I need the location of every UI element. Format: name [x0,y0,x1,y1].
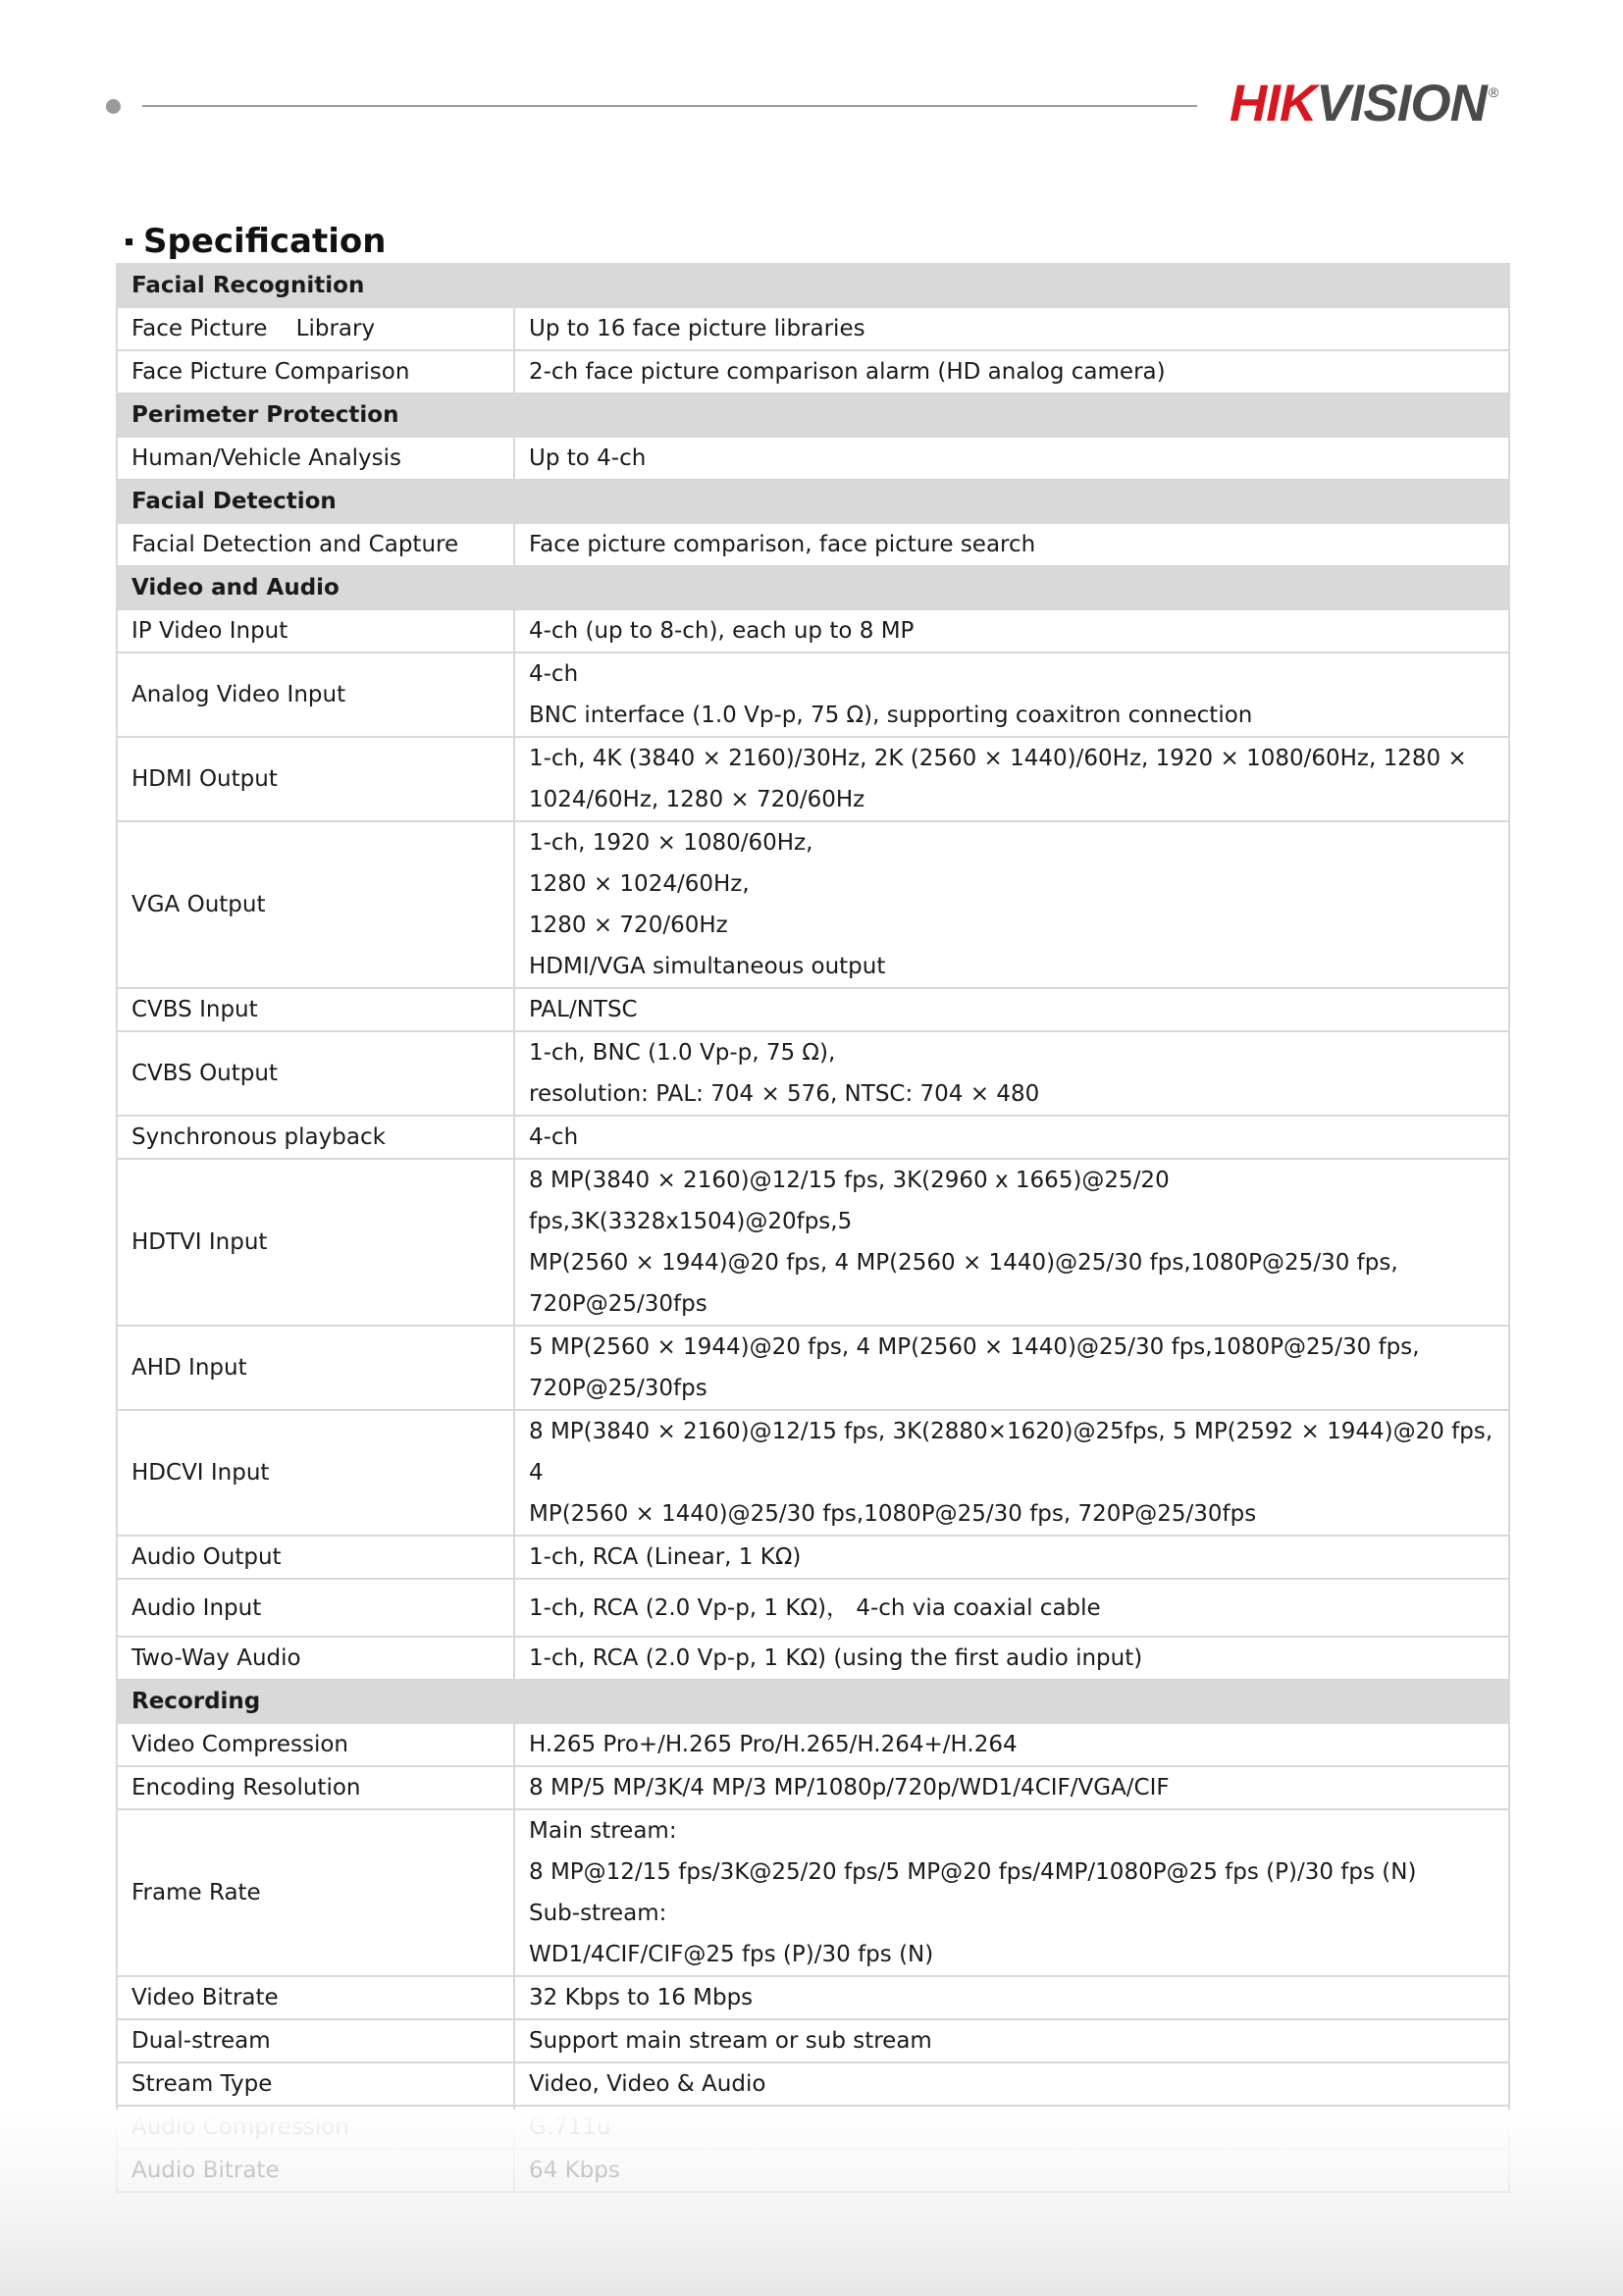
spec-value: H.265 Pro+/H.265 Pro/H.265/H.264+/H.264 [514,1723,1509,1766]
spec-label: Encoding Resolution [117,1766,514,1809]
spec-value-line: resolution: PAL: 704 × 576, NTSC: 704 × 480 [529,1081,1040,1107]
section-heading: Recording [117,1680,1509,1723]
section-heading: Facial Detection [117,480,1509,523]
spec-value-line: BNC interface (1.0 Vp-p, 75 Ω), supporting coaxitron connection [529,703,1253,728]
spec-label: HDCVI Input [117,1410,514,1536]
table-row [117,821,1509,988]
spec-value: 4-ch [514,1116,1509,1159]
spec-value: 32 Kbps to 16 Mbps [514,1976,1509,2019]
table-row [117,1809,1509,1976]
spec-label: Human/Vehicle Analysis [117,437,514,480]
spec-value-line: 1280 × 1024/60Hz, [529,871,750,897]
spec-value-line: 8 MP@12/15 fps/3K@25/20 fps/5 MP@20 fps/4MP/1080P@25 fps (P)/30 fps (N) [529,1859,1417,1885]
spec-value [514,821,1509,988]
spec-label: Frame Rate [117,1809,514,1976]
spec-value: 1-ch, RCA (2.0 Vp-p, 1 KΩ) (using the first audio input) [514,1637,1509,1680]
spec-label: HDMI Output [117,737,514,821]
table-row [117,1410,1509,1536]
spec-label: Video Compression [117,1723,514,1766]
spec-label: Audio Output [117,1536,514,1579]
spec-label: Dual-stream [117,2019,514,2062]
header-rule [142,105,1197,107]
spec-value-line: 1024/60Hz, 1280 × 720/60Hz [529,787,865,812]
spec-value: 4-ch (up to 8-ch), each up to 8 MP [514,609,1509,652]
spec-value: Video, Video & Audio [514,2062,1509,2106]
spec-value: PAL/NTSC [514,988,1509,1031]
table-row [117,2019,1509,2062]
spec-label: IP Video Input [117,609,514,652]
section-row [117,480,1509,523]
spec-label: Audio Input [117,1579,514,1637]
table-row [117,737,1509,821]
spec-value: Up to 16 face picture libraries [514,307,1509,350]
spec-value-line: 8 MP(3840 × 2160)@12/15 fps, 3K(2960 x 1665)@25/20 fps,3K(3328x1504)@20fps,5 [529,1168,1170,1234]
table-row [117,1579,1509,1637]
spec-value-line: WD1/4CIF/CIF@25 fps (P)/30 fps (N) [529,1942,934,1967]
section-row [117,393,1509,437]
spec-label: CVBS Input [117,988,514,1031]
spec-label: CVBS Output [117,1031,514,1116]
spec-value [514,1031,1509,1116]
spec-table [116,263,1510,2193]
hikvision-logo [1230,75,1497,133]
spec-value: Support main stream or sub stream [514,2019,1509,2062]
spec-label: Stream Type [117,2062,514,2106]
table-row [117,988,1509,1031]
table-row [117,652,1509,737]
spec-value-line: 8 MP(3840 × 2160)@12/15 fps, 3K(2880×1620)@25fps, 5 MP(2592 × 1944)@20 fps, 4 [529,1419,1493,1486]
table-row [117,1031,1509,1116]
spec-value [514,1809,1509,1976]
table-row [117,1159,1509,1326]
table-row [117,2062,1509,2106]
table-row [117,1976,1509,2019]
spec-value: 1-ch, RCA (2.0 Vp-p, 1 KΩ)， 4-ch via coaxial cable [514,1579,1509,1637]
table-row [117,523,1509,566]
spec-value [514,652,1509,737]
table-row [117,437,1509,480]
spec-label: VGA Output [117,821,514,988]
spec-value: Up to 4-ch [514,437,1509,480]
header-dot [106,99,121,114]
spec-label: Two-Way Audio [117,1637,514,1680]
table-row [117,1637,1509,1680]
spec-value: 2-ch face picture comparison alarm (HD analog camera) [514,350,1509,393]
table-row [117,1536,1509,1579]
logo-red-text: HIK [1230,75,1317,132]
spec-value-line: HDMI/VGA simultaneous output [529,954,886,979]
spec-value-line: MP(2560 × 1944)@20 fps, 4 MP(2560 × 1440)@25/30 fps,1080P@25/30 fps, [529,1250,1398,1276]
spec-value [514,737,1509,821]
spec-value-line: 1280 × 720/60Hz [529,913,728,938]
spec-label: Video Bitrate [117,1976,514,2019]
section-heading: Video and Audio [117,566,1509,609]
spec-label: AHD Input [117,1326,514,1410]
spec-value-line: 720P@25/30fps [529,1376,707,1401]
registered-mark: ® [1488,84,1498,100]
spec-label: Facial Detection and Capture [117,523,514,566]
spec-value: 1-ch, RCA (Linear, 1 KΩ) [514,1536,1509,1579]
section-heading: Facial Recognition [117,264,1509,307]
table-row [117,307,1509,350]
spec-value: 8 MP/5 MP/3K/4 MP/3 MP/1080p/720p/WD1/4CIF/VGA/CIF [514,1766,1509,1809]
section-title [126,218,386,265]
spec-value-line: 1-ch, 1920 × 1080/60Hz, [529,830,813,856]
logo-gray-text: VISION [1316,75,1487,132]
spec-value-line: 4-ch [529,661,579,687]
table-row [117,609,1509,652]
spec-label: Face Picture Library [117,307,514,350]
section-heading: Perimeter Protection [117,393,1509,437]
spec-label: HDTVI Input [117,1159,514,1326]
footer-decoration [0,2110,1623,2296]
table-row [117,350,1509,393]
spec-value-line: 720P@25/30fps [529,1291,707,1317]
title-bullet-icon [126,238,132,245]
spec-value-line: Sub-stream: [529,1901,667,1926]
table-row [117,1723,1509,1766]
section-row [117,264,1509,307]
table-row [117,1326,1509,1410]
spec-label: Analog Video Input [117,652,514,737]
spec-value-line: 1-ch, BNC (1.0 Vp-p, 75 Ω), [529,1040,836,1066]
table-row [117,1116,1509,1159]
section-row [117,566,1509,609]
spec-label: Synchronous playback [117,1116,514,1159]
section-row [117,1680,1509,1723]
spec-value-line: 5 MP(2560 × 1944)@20 fps, 4 MP(2560 × 1440)@25/30 fps,1080P@25/30 fps, [529,1334,1420,1360]
spec-value [514,1326,1509,1410]
page-title: Specification [143,222,387,261]
spec-value [514,1410,1509,1536]
spec-label: Face Picture Comparison [117,350,514,393]
table-row [117,1766,1509,1809]
spec-value-line: MP(2560 × 1440)@25/30 fps,1080P@25/30 fps, 720P@25/30fps [529,1501,1257,1527]
spec-value-line: Main stream: [529,1818,677,1844]
spec-value: Face picture comparison, face picture search [514,523,1509,566]
spec-value [514,1159,1509,1326]
spec-value-line: 1-ch, 4K (3840 × 2160)/30Hz, 2K (2560 × 1440)/60Hz, 1920 × 1080/60Hz, 1280 × [529,746,1467,771]
